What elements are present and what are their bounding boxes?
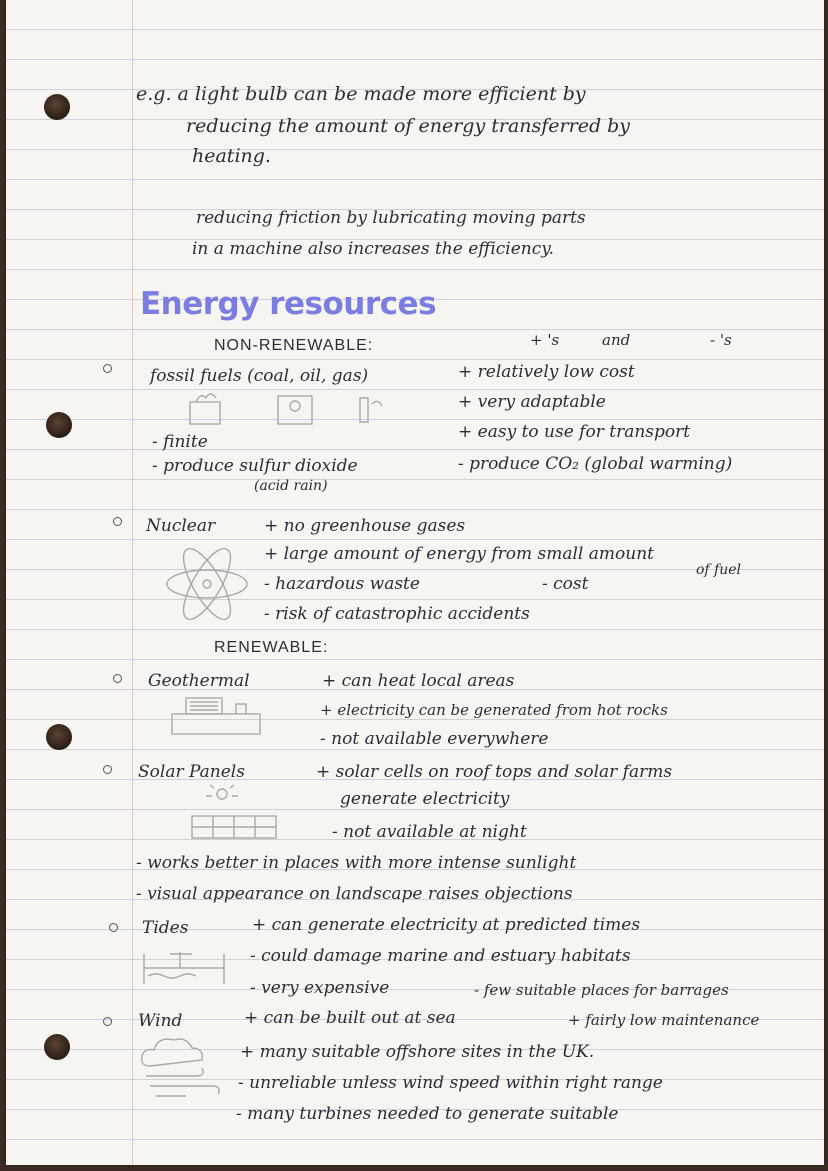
geothermal-point: + can heat local areas xyxy=(322,671,515,691)
intro-line-5: in a machine also increases the efficiency. xyxy=(192,239,555,259)
legend-minus: - 's xyxy=(710,331,732,349)
nuclear-title: Nuclear xyxy=(146,516,216,536)
intro-line-1: e.g. a light bulb can be made more efficient by xyxy=(136,83,586,105)
solar-point: - works better in places with more intense sunlight xyxy=(136,853,577,873)
factory-icon xyxy=(182,390,402,430)
fossil-note: - finite xyxy=(152,432,208,452)
fossil-title: fossil fuels (coal, oil, gas) xyxy=(150,366,369,386)
notebook-page xyxy=(6,0,824,1165)
bullet-wind xyxy=(103,1017,112,1026)
bullet-solar xyxy=(103,765,112,774)
legend-plus: + 's xyxy=(530,331,560,349)
fossil-note: (acid rain) xyxy=(254,478,328,494)
wind-cloud-icon xyxy=(136,1034,226,1104)
wind-point: + many suitable offshore sites in the UK. xyxy=(240,1042,595,1062)
tidal-barrage-icon xyxy=(140,940,230,990)
intro-line-2: reducing the amount of energy transferred by xyxy=(186,115,631,137)
punch-hole xyxy=(46,724,72,750)
renewable-label: RENEWABLE: xyxy=(214,639,329,656)
atom-icon xyxy=(162,544,252,624)
bullet-nuclear xyxy=(113,517,122,526)
solar-title: Solar Panels xyxy=(138,762,245,782)
geothermal-point: + electricity can be generated from hot rocks xyxy=(320,701,668,719)
solar-panel-icon xyxy=(186,784,286,844)
nuclear-point: - risk of catastrophic accidents xyxy=(264,604,530,624)
fossil-point: + very adaptable xyxy=(458,392,606,412)
fossil-point: + relatively low cost xyxy=(458,362,635,382)
geothermal-point: - not available everywhere xyxy=(320,729,549,749)
legend-and: and xyxy=(602,331,631,349)
wind-title: Wind xyxy=(138,1011,183,1031)
wind-point: - many turbines needed to generate suitable xyxy=(236,1104,619,1124)
tides-point: - could damage marine and estuary habitats xyxy=(250,946,631,966)
tides-title: Tides xyxy=(142,918,189,938)
bullet-geothermal xyxy=(113,674,122,683)
punch-hole xyxy=(44,1034,70,1060)
solar-point: + solar cells on roof tops and solar farms xyxy=(316,762,673,782)
tides-point: - very expensive xyxy=(250,978,390,998)
solar-point: generate electricity xyxy=(340,789,510,809)
tides-point: + can generate electricity at predicted times xyxy=(252,915,641,935)
intro-line-3: heating. xyxy=(192,145,271,167)
nuclear-point: + large amount of energy from small amount xyxy=(264,544,654,564)
punch-hole xyxy=(44,94,70,120)
solar-point: - visual appearance on landscape raises objections xyxy=(136,884,573,904)
solar-point: - not available at night xyxy=(332,822,527,842)
geothermal-title: Geothermal xyxy=(148,671,250,691)
nuclear-point: - hazardous waste xyxy=(264,574,420,594)
wind-point: - unreliable unless wind speed within right range xyxy=(238,1073,663,1093)
wind-point: + fairly low maintenance xyxy=(568,1011,760,1029)
nuclear-point: of fuel xyxy=(696,562,742,578)
fossil-note: - produce sulfur dioxide xyxy=(152,456,358,476)
geothermal-plant-icon xyxy=(166,692,266,742)
punch-hole xyxy=(46,412,72,438)
tides-point: - few suitable places for barrages xyxy=(474,981,729,999)
non-renewable-label: NON-RENEWABLE: xyxy=(214,337,374,354)
page-title: Energy resources xyxy=(140,286,437,322)
fossil-point: - produce CO₂ (global warming) xyxy=(458,454,733,474)
fossil-point: + easy to use for transport xyxy=(458,422,691,442)
bullet-fossil xyxy=(103,364,112,373)
wind-point: + can be built out at sea xyxy=(244,1008,456,1028)
margin-line xyxy=(132,0,133,1165)
nuclear-point: - cost xyxy=(542,574,589,594)
bullet-tides xyxy=(109,923,118,932)
nuclear-point: + no greenhouse gases xyxy=(264,516,466,536)
intro-line-4: reducing friction by lubricating moving parts xyxy=(196,208,586,228)
